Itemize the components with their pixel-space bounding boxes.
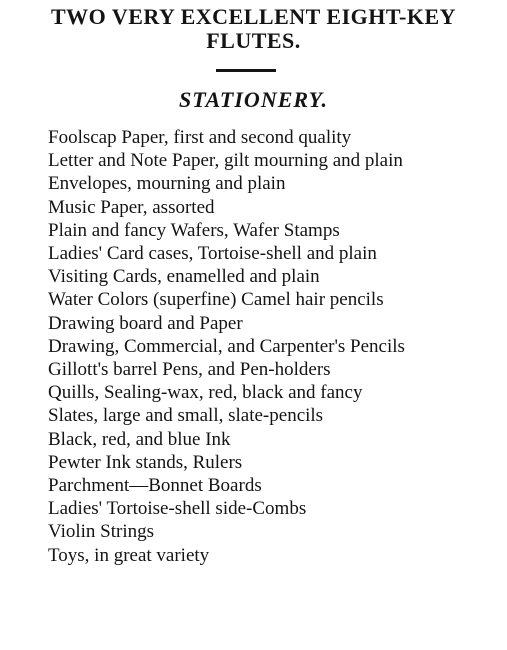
stationery-list: [48, 126, 505, 567]
list-item: Black, red, and blue Ink: [48, 428, 231, 450]
list-item: Slates, large and small, slate-pencils: [48, 405, 324, 427]
list-item: Gillott's barrel Pens, and Pen-holders: [48, 359, 331, 381]
section-divider: [216, 69, 276, 72]
list-item: Violin Strings: [48, 521, 155, 543]
list-item: Plain and fancy Wafers, Wafer Stamps: [48, 219, 340, 241]
list-item: Drawing, Commercial, and Carpenter's Pencils: [48, 335, 405, 357]
heading-line-2: FLUTES.: [206, 28, 301, 53]
list-item: Quills, Sealing-wax, red, black and fancy: [48, 382, 363, 404]
list-item: Music Paper, assorted: [48, 196, 215, 218]
list-item: Envelopes, mourning and plain: [48, 173, 286, 195]
list-item: Pewter Ink stands, Rulers: [48, 451, 243, 473]
list-item: Water Colors (superfine) Camel hair pencils: [48, 289, 384, 311]
section-title: STATIONERY.: [179, 87, 328, 112]
list-item: Ladies' Card cases, Tortoise-shell and plain: [48, 243, 377, 265]
list-item: Drawing board and Paper: [48, 312, 243, 334]
list-item: Ladies' Tortoise-shell side-Combs: [48, 498, 307, 520]
heading-line-1: TWO VERY EXCELLENT EIGHT-KEY: [50, 4, 457, 29]
list-item: Letter and Note Paper, gilt mourning and plain: [48, 150, 403, 172]
list-item: Visiting Cards, enamelled and plain: [48, 266, 320, 288]
list-item: Foolscap Paper, first and second quality: [48, 127, 352, 148]
list-item: Parchment—Bonnet Boards: [48, 475, 262, 497]
list-item: Toys, in great variety: [48, 544, 210, 566]
